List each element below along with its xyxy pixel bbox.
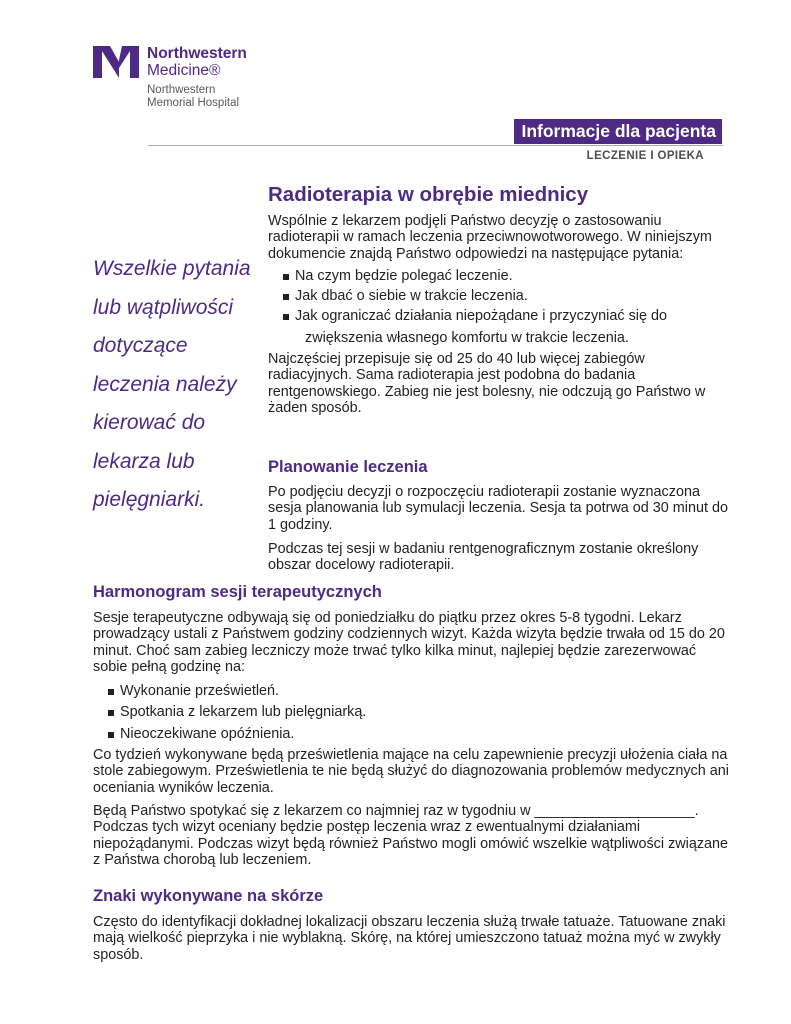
planning-heading: Planowanie leczenia xyxy=(268,458,428,476)
intro-paragraph: Wspólnie z lekarzem podjęli Państwo decyzję o zastosowaniu radioterapii w ramach leczenia przeciwnowotworowego. W niniejszym dokumencie znajdą Państwo odpowiedzi na następujące pytania: xyxy=(268,213,712,262)
logo-hospital-line1: Northwestern xyxy=(147,84,216,96)
logo-hospital-line2: Memorial Hospital xyxy=(147,97,240,109)
schedule-paragraph-3: Będą Państwo spotykać się z lekarzem co najmniej raz w tygodniu w ____________________. Podczas tych wizyt oceniany będzie postęp leczenia wraz z ewentualnymi działaniami niepożądanymi. Podczas wizyt będą również Państwo mogli omówić wszelkie wątpliwości związane z Państwa chorobą lub leczeniem. xyxy=(93,802,729,868)
intro-paragraph-2: Najczęściej przepisuje się od 25 do 40 lub więcej zabiegów radiacyjnych. Sama radioterapia jest podobna do badania rentgenowskiego. Zabieg nie jest bolesny, nie odczują go Państwo w żaden sposób. xyxy=(268,351,706,416)
bullet-square-icon xyxy=(283,274,289,280)
skin-marks-paragraph: Często do identyfikacji dokładnej lokalizacji obszaru leczenia służą trwałe tatuaże. Tatuowane znaki mają wielkość pieprzyka i nie wyblakną. Skórę, na której umieszczono tatuaż można myć w zwykły sposób. xyxy=(93,914,726,963)
schedule-bullet-list xyxy=(93,683,733,742)
planning-section xyxy=(268,458,728,573)
bullet-square-icon xyxy=(283,314,289,320)
patient-info-tag: Informacje dla pacjenta xyxy=(514,119,722,144)
planning-paragraph-2: Podczas tej sesji w badaniu rentgenograficznym zostanie określony obszar docelowy radioterapii. xyxy=(268,540,699,574)
schedule-paragraph-2: Co tydzień wykonywane będą prześwietlenia mające na celu zapewnienie precyzji ułożenia ciała na stole zabiegowym. Prześwietlenia te nie będą służyć do diagnozowania problemów medycznych ani oceniania wyników leczenia. xyxy=(93,747,729,796)
list-item-continuation: zwiększenia własnego komfortu w trakcie leczenia. xyxy=(305,329,629,346)
bullet-square-icon xyxy=(283,294,289,300)
list-item: Jak dbać o siebie w trakcie leczenia. xyxy=(283,288,728,304)
list-item: Spotkania z lekarzem lub pielęgniarką. xyxy=(108,704,733,720)
bullet-square-icon xyxy=(108,710,114,716)
skin-marks-heading: Znaki wykonywane na skórze xyxy=(93,887,324,905)
page-title: Radioterapia w obrębie miednicy xyxy=(268,183,589,206)
category-label: LECZENIE I OPIEKA xyxy=(586,150,704,162)
planning-paragraph-1: Po podjęciu decyzji o rozpoczęciu radioterapii zostanie wyznaczona sesja planowania lub symulacji leczenia. Sesja ta potrwa od 30 minut do 1 godziny. xyxy=(268,484,728,533)
nm-logo-icon xyxy=(93,46,139,78)
bullet-square-icon xyxy=(108,732,114,738)
header-divider xyxy=(148,145,723,146)
list-item: Na czym będzie polegać leczenie. xyxy=(283,268,728,284)
schedule-heading: Harmonogram sesji terapeutycznych xyxy=(93,583,382,601)
list-item: Nieoczekiwane opóźnienia. xyxy=(108,726,733,742)
list-item: Wykonanie prześwietleń. xyxy=(108,683,733,699)
logo-name: Northwestern xyxy=(147,45,247,62)
logo-subname: Medicine® xyxy=(147,62,221,79)
intro-section xyxy=(268,213,728,416)
intro-bullet-list xyxy=(268,268,728,346)
bullet-square-icon xyxy=(108,689,114,695)
skin-marks-section xyxy=(93,887,733,963)
schedule-section xyxy=(93,583,733,868)
schedule-paragraph-1: Sesje terapeutyczne odbywają się od poniedziałku do piątku przez okres 5-8 tygodni. Lekarz prowadzący ustali z Państwem godziny codziennych wizyt. Każda wizyta będzie trwała od 15 do 20 minut. Choć sam zabieg leczniczy może trwać tylko kilka minut, najlepiej będzie zarezerwować sobie pełną godzinę na: xyxy=(93,610,725,675)
list-item: Jak ograniczać działania niepożądane i przyczyniać się do zwiększenia własnego komfortu w trakcie leczenia. xyxy=(283,308,728,346)
pull-quote: Wszelkie pytania lub wątpliwości dotyczące leczenia należy kierować do lekarza lub pielęgniarki. xyxy=(93,257,251,511)
hospital-logo xyxy=(93,45,333,115)
